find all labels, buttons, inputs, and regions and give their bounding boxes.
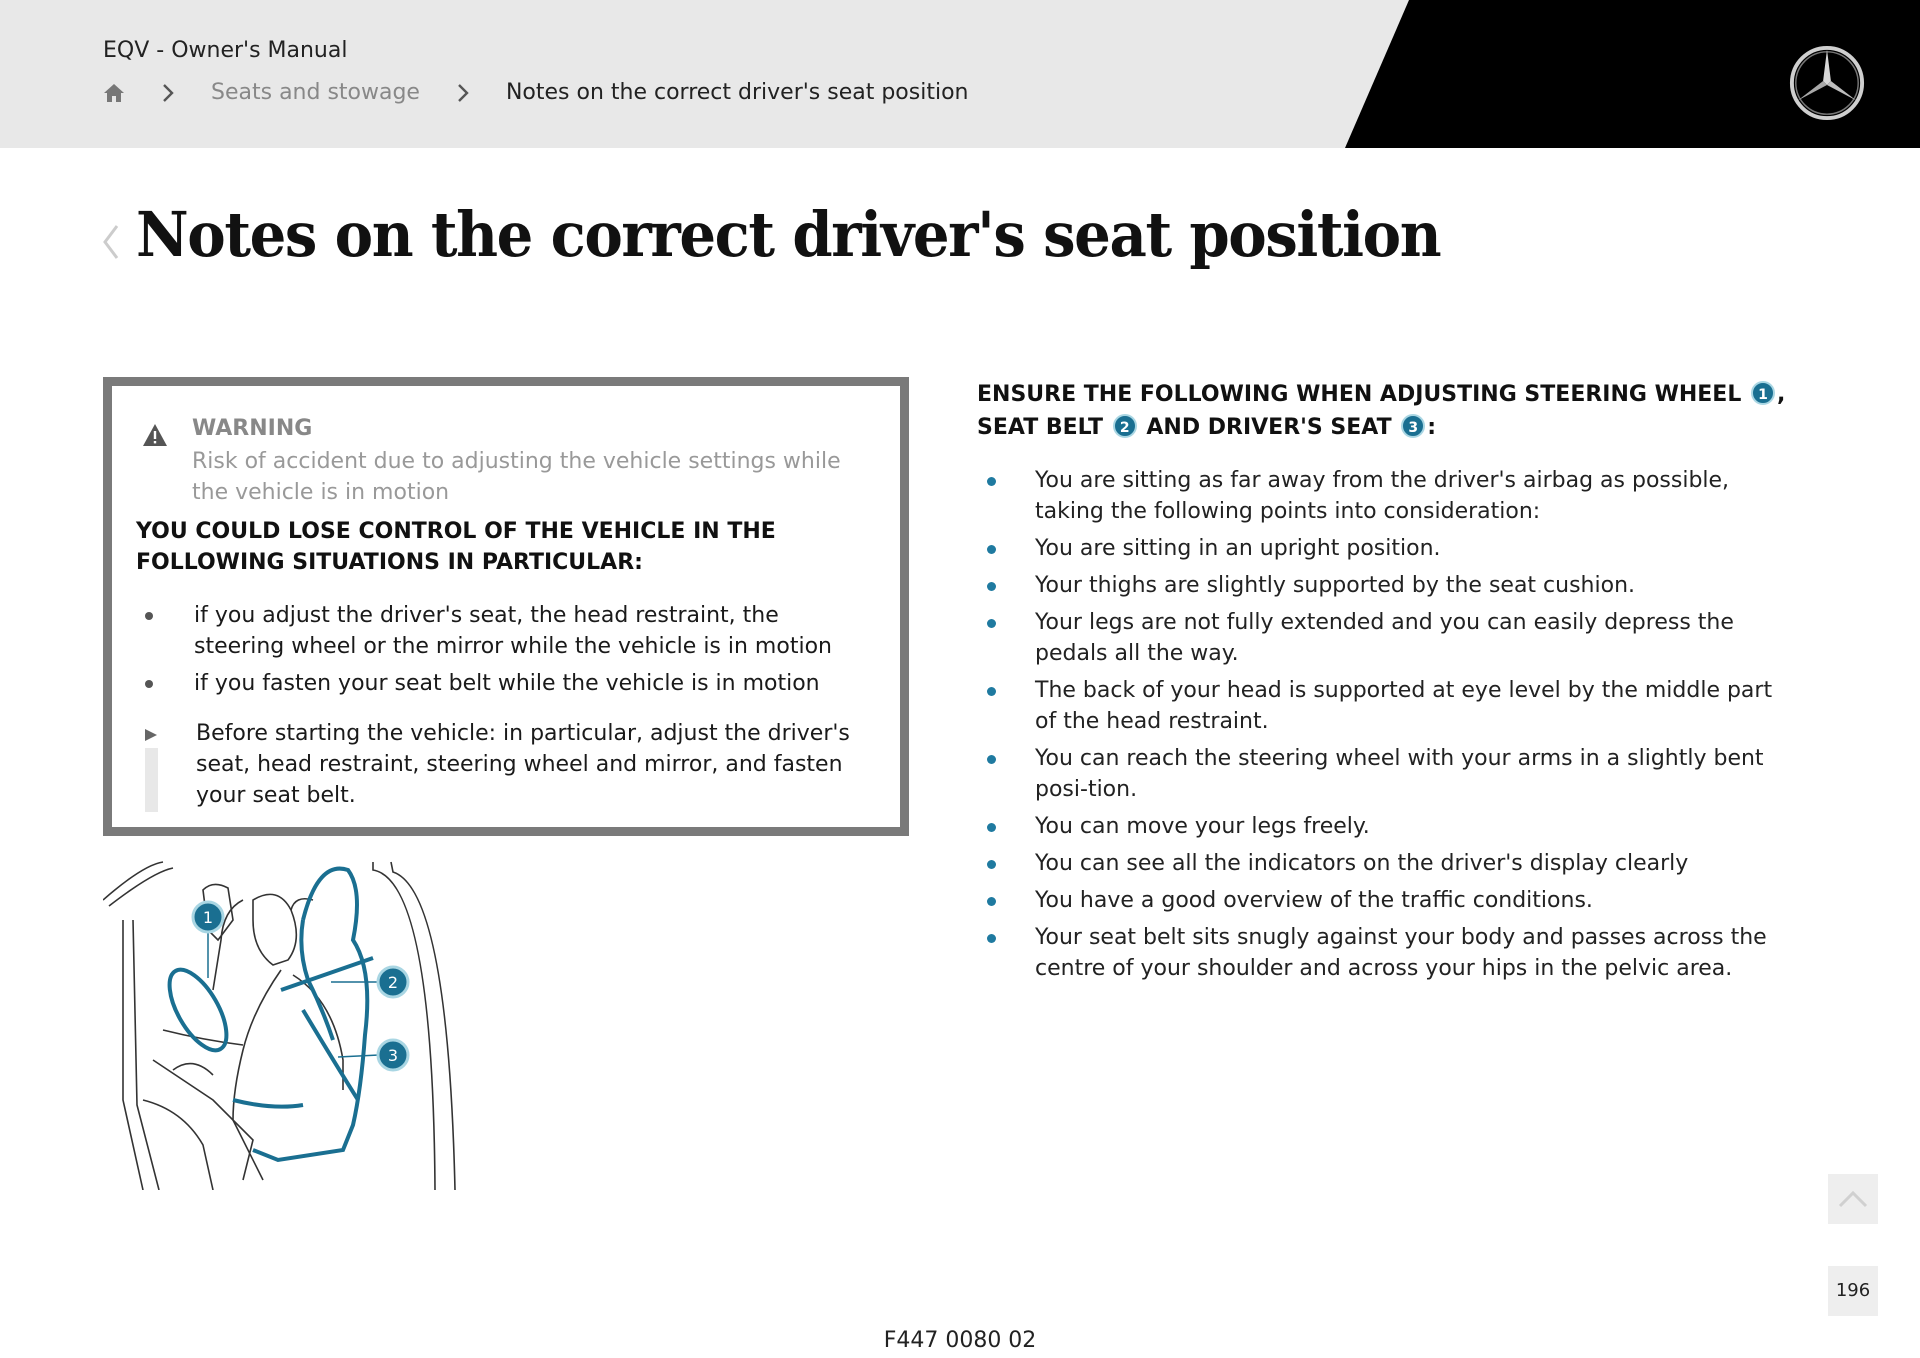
svg-text:2: 2 bbox=[387, 973, 399, 992]
bullet-icon bbox=[145, 612, 153, 620]
callout-badge-3: 3 bbox=[1401, 414, 1425, 438]
svg-text:1: 1 bbox=[202, 908, 214, 927]
list-item: Your thighs are slightly supported by the seat cushion. bbox=[977, 570, 1797, 601]
chevron-up-icon bbox=[1828, 1174, 1878, 1224]
bullet-icon bbox=[987, 860, 996, 869]
app-title: EQV - Owner's Manual bbox=[103, 38, 348, 63]
home-icon[interactable] bbox=[103, 82, 125, 104]
warning-action-text: Before starting the vehicle: in particular, adjust the driver's seat, head restraint, steering wheel and mirror, and fasten your seat belt. bbox=[196, 721, 850, 808]
warning-caps-text: YOU COULD LOSE CONTROL OF THE VEHICLE IN THE FOLLOWING SITUATIONS IN PARTICULAR: bbox=[136, 519, 776, 575]
figure-code: F447 0080 02 bbox=[883, 1328, 1037, 1353]
callout-3 bbox=[378, 1040, 408, 1070]
list-item: You can see all the indicators on the driver's display clearly bbox=[977, 848, 1797, 879]
scroll-to-top-button[interactable] bbox=[1828, 1174, 1878, 1224]
bullet-icon bbox=[987, 582, 996, 591]
list-item: You can move your legs freely. bbox=[977, 811, 1797, 842]
warning-box bbox=[103, 377, 909, 836]
warning-list bbox=[136, 600, 866, 705]
callout-badge-1: 1 bbox=[1751, 381, 1775, 405]
callout-badge-2: 2 bbox=[1113, 414, 1137, 438]
svg-text:3: 3 bbox=[387, 1046, 399, 1065]
bullet-icon bbox=[987, 619, 996, 628]
bullet-icon bbox=[987, 477, 996, 486]
bullet-icon bbox=[987, 897, 996, 906]
page-number: 196 bbox=[1828, 1266, 1878, 1316]
chevron-right-icon bbox=[456, 82, 470, 104]
breadcrumb-seats-and-stowage[interactable]: Seats and stowage bbox=[211, 80, 420, 105]
list-item: Your seat belt sits snugly against your body and passes across the centre of your shoulder and across your hips in the pelvic area. bbox=[977, 922, 1797, 984]
list-item: You are sitting in an upright position. bbox=[977, 533, 1797, 564]
list-item: The back of your head is supported at eye level by the middle part of the head restraint. bbox=[977, 675, 1797, 737]
bullet-icon bbox=[145, 680, 153, 688]
bullet-icon bbox=[987, 545, 996, 554]
list-item: You can reach the steering wheel with your arms in a slightly bent posi-tion. bbox=[977, 743, 1797, 805]
bullet-icon bbox=[987, 687, 996, 696]
bullet-icon bbox=[987, 934, 996, 943]
list-item: if you adjust the driver's seat, the head restraint, the steering wheel or the mirror while the vehicle is in motion bbox=[136, 600, 866, 662]
action-bar bbox=[145, 748, 158, 812]
mercedes-star-logo[interactable] bbox=[1788, 44, 1866, 122]
warning-subtitle: Risk of accident due to adjusting the vehicle settings while the vehicle is in motion bbox=[192, 449, 841, 505]
list-item: if you fasten your seat belt while the vehicle is in motion bbox=[136, 668, 866, 699]
breadcrumb-current-page: Notes on the correct driver's seat position bbox=[505, 80, 969, 105]
play-arrow-icon bbox=[144, 728, 158, 742]
callout-1 bbox=[193, 902, 223, 932]
requirements-heading: ENSURE THE FOLLOWING WHEN ADJUSTING STEERING WHEEL 1 , SEAT BELT 2 AND DRIVER'S SEAT 3 : bbox=[977, 382, 1786, 440]
page-title: Notes on the correct driver's seat position bbox=[136, 198, 1441, 271]
list-item: You have a good overview of the traffic conditions. bbox=[977, 885, 1797, 916]
breadcrumb bbox=[103, 80, 968, 105]
warning-heading: WARNING bbox=[192, 416, 313, 441]
bullet-icon bbox=[987, 823, 996, 832]
seat-position-illustration bbox=[103, 860, 505, 1190]
list-item: You are sitting as far away from the driver's airbag as possible, taking the following points into consideration: bbox=[977, 465, 1797, 527]
header-bar bbox=[0, 0, 1920, 148]
warning-triangle-icon bbox=[142, 423, 168, 447]
warning-action bbox=[136, 718, 866, 811]
callout-2 bbox=[378, 967, 408, 997]
bullet-icon bbox=[987, 755, 996, 764]
back-chevron-icon[interactable] bbox=[100, 222, 122, 262]
requirements-list bbox=[977, 465, 1797, 990]
chevron-right-icon bbox=[161, 82, 175, 104]
list-item: Your legs are not fully extended and you can easily depress the pedals all the way. bbox=[977, 607, 1797, 669]
